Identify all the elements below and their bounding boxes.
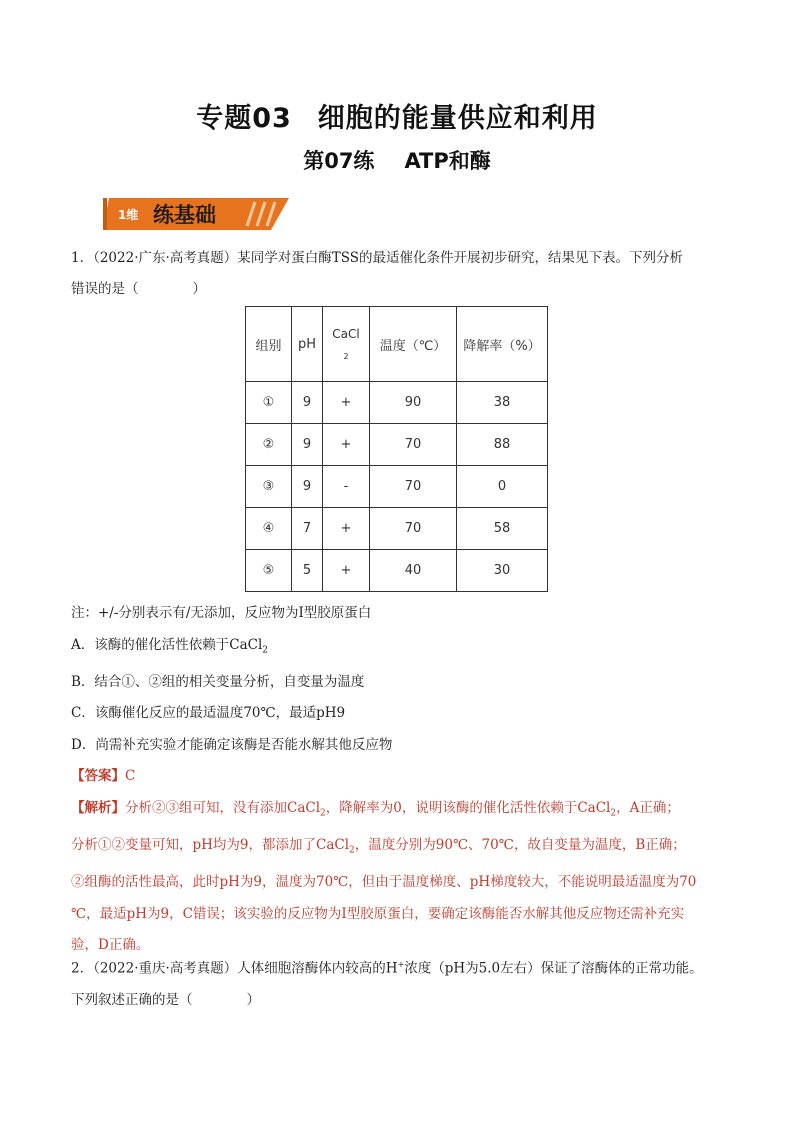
- cell-cacl2: +: [323, 508, 370, 550]
- question-2-stem: [71, 949, 771, 1016]
- header-cacl2-sub: 2: [343, 352, 349, 361]
- subscript: 2: [320, 808, 326, 819]
- question-1-body: [71, 598, 751, 962]
- cell-ph: 7: [292, 508, 323, 550]
- cell-temperature: 70: [370, 424, 457, 466]
- table-row: [246, 550, 548, 592]
- option-a-subscript: 2: [262, 645, 269, 656]
- analysis-text: ，A正确；: [616, 799, 680, 816]
- title-text: 细胞的能量供应和利用: [317, 103, 598, 134]
- cell-cacl2: -: [323, 466, 370, 508]
- option-a-text: A．该酶的催化活性依赖于CaCl: [71, 636, 263, 653]
- cell-group: ①: [246, 382, 292, 424]
- cell-degradation: 88: [457, 424, 548, 466]
- section-banner: [103, 190, 293, 236]
- question-2-line-2: 下列叙述正确的是（ ）: [71, 991, 260, 1008]
- cell-ph: 9: [292, 466, 323, 508]
- cell-temperature: 40: [370, 550, 457, 592]
- analysis-line-5: 验，D正确。: [71, 937, 150, 954]
- cell-temperature: 70: [370, 508, 457, 550]
- subtitle-topic: ATP和酶: [404, 149, 491, 173]
- cell-temperature: 70: [370, 466, 457, 508]
- cell-group: ④: [246, 508, 292, 550]
- header-ph: pH: [292, 307, 323, 382]
- cell-ph: 9: [292, 382, 323, 424]
- option-c[interactable]: C．该酶催化反应的最适温度70℃，最适pH9: [71, 705, 346, 722]
- page-title: [0, 96, 794, 135]
- answer-value: C: [125, 768, 136, 785]
- cell-cacl2: +: [323, 550, 370, 592]
- header-cacl2-text: CaCl: [332, 327, 360, 341]
- question-1-line-1: 1．（2022·广东·高考真题）某同学对蛋白酶TSS的最适催化条件开展初步研究，结果见下表。下列分析: [71, 250, 684, 266]
- cell-degradation: 58: [457, 508, 548, 550]
- cell-group: ②: [246, 424, 292, 466]
- question-2-line-1: [71, 949, 771, 985]
- subscript: 2: [349, 845, 355, 856]
- analysis-label: 【解析】: [71, 799, 125, 816]
- analysis-text: ，降解率为0，说明该酶的催化活性依赖于CaCl: [325, 799, 611, 816]
- superscript: +: [397, 960, 405, 969]
- experiment-table: [245, 306, 548, 592]
- banner-tag: 1维: [118, 208, 139, 222]
- analysis-text: 分析②③组可知，没有添加CaCl: [125, 799, 321, 816]
- option-b[interactable]: B．结合①、②组的相关变量分析，自变量为温度: [71, 673, 365, 690]
- cell-degradation: 38: [457, 382, 548, 424]
- subtitle-number: 第07练: [303, 149, 375, 173]
- analysis-line-2: [71, 830, 751, 867]
- header-cacl2: [323, 307, 370, 382]
- analysis-line-3: ②组酶的活性最高，此时pH为9，温度为70℃，但由于温度梯度、pH梯度较大，不能说明最适温度为70: [71, 874, 697, 891]
- cell-ph: 9: [292, 424, 323, 466]
- table-row: [246, 424, 548, 466]
- table-row: [246, 382, 548, 424]
- cell-cacl2: +: [323, 382, 370, 424]
- page-subtitle: [0, 145, 794, 175]
- analysis-text: ，温度分别为90℃、70℃，故自变量为温度，B正确；: [354, 836, 686, 853]
- cell-cacl2: +: [323, 424, 370, 466]
- cell-degradation: 0: [457, 466, 548, 508]
- table-header-row: [246, 307, 548, 382]
- question-2-text: 浓度（pH为5.0左右）保证了溶酶体的正常功能。: [404, 960, 703, 977]
- cell-temperature: 90: [370, 382, 457, 424]
- table-row: [246, 508, 548, 550]
- table-note: 注：+/-分别表示有/无添加，反应物为Ⅰ型胶原蛋白: [71, 605, 372, 621]
- analysis-text: 分析①②变量可知，pH均为9，都添加了CaCl: [71, 836, 350, 853]
- cell-degradation: 30: [457, 550, 548, 592]
- banner-edge: [103, 198, 107, 230]
- subscript: 2: [610, 808, 617, 819]
- header-group: 组别: [246, 307, 292, 382]
- header-degradation: 降解率（%）: [457, 307, 548, 382]
- analysis-line-1: [71, 793, 751, 830]
- banner-label: 练基础: [153, 203, 216, 227]
- analysis-line-4: ℃，最适pH为9，C错误；该实验的反应物为Ⅰ型胶原蛋白，要确定该酶能否水解其他反应物还需补充实: [71, 905, 685, 922]
- table-row: [246, 466, 548, 508]
- answer-line: [71, 761, 751, 793]
- cell-group: ③: [246, 466, 292, 508]
- option-a[interactable]: [71, 630, 751, 667]
- answer-label: 【答案】: [71, 768, 125, 785]
- question-1-stem: [71, 243, 731, 305]
- question-2-text: 2．（2022·重庆·高考真题）人体细胞溶酶体内较高的H: [71, 960, 398, 977]
- question-1-line-2: 错误的是（ ）: [71, 281, 206, 297]
- title-number: 专题03: [196, 103, 292, 134]
- option-d[interactable]: D．尚需补充实验才能确定该酶是否能水解其他反应物: [71, 736, 393, 753]
- cell-group: ⑤: [246, 550, 292, 592]
- header-temperature: 温度（℃）: [370, 307, 457, 382]
- cell-ph: 5: [292, 550, 323, 592]
